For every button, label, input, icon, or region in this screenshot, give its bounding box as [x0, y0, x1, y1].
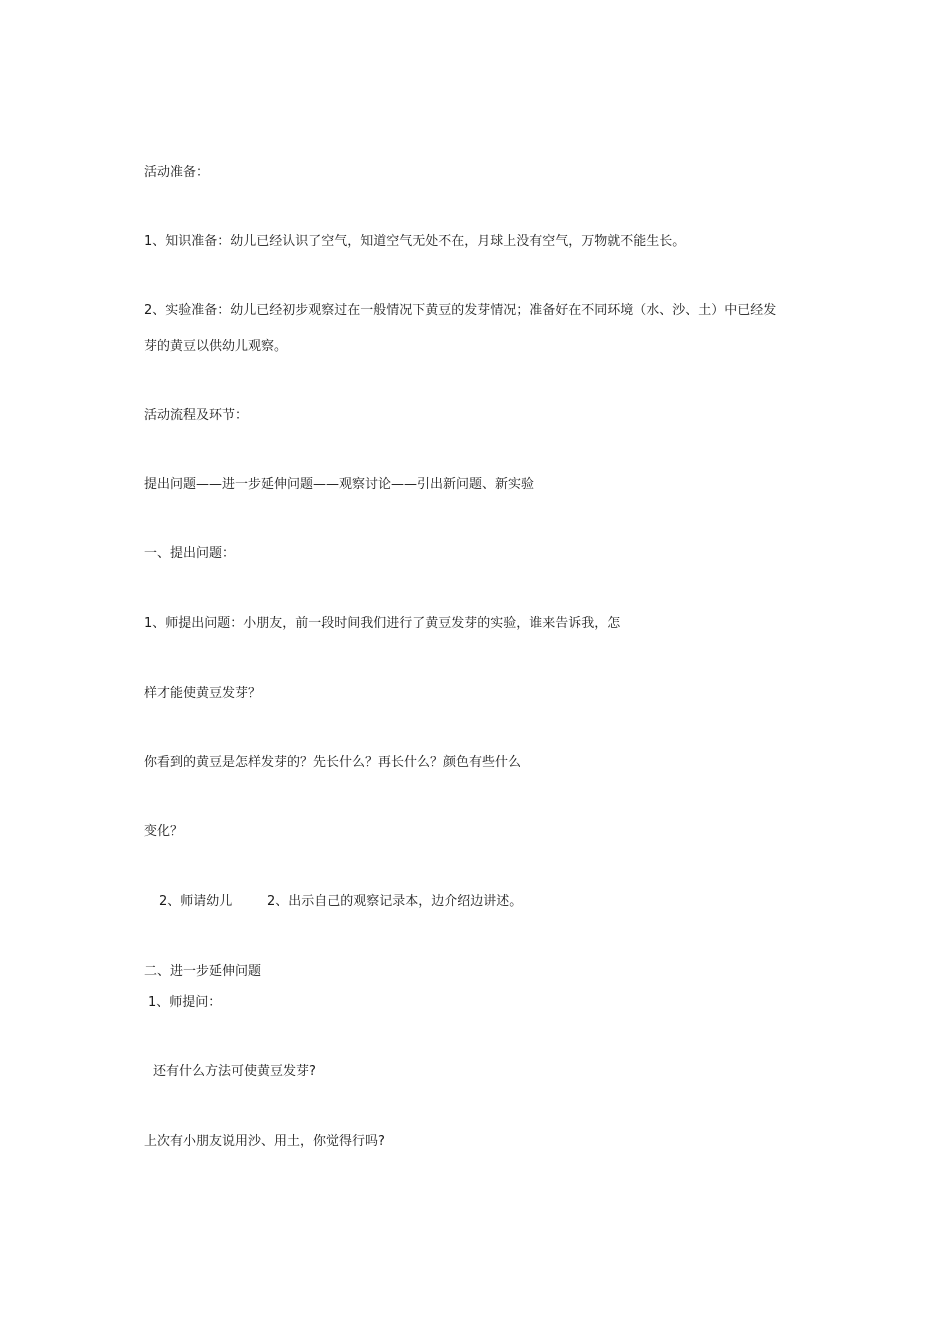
paragraph-other-methods: 还有什么方法可使黄豆发芽? [153, 1064, 316, 1079]
paragraph-teacher-asks: 1、师提问： [148, 995, 222, 1010]
paragraph-observation-question-cont: 变化？ [144, 824, 184, 839]
section-heading-raise-question: 一、提出问题： [144, 546, 236, 561]
section-heading-process: 活动流程及环节： [144, 408, 249, 423]
section-heading-preparation: 活动准备： [144, 165, 210, 180]
paragraph-sand-soil-question: 上次有小朋友说用沙、用土，你觉得行吗? [144, 1134, 385, 1149]
section-heading-extend-question: 二、进一步延伸问题 [144, 964, 262, 979]
paragraph-teacher-invite: 2、师请幼儿 [159, 894, 233, 909]
paragraph-observation-question: 你看到的黄豆是怎样发芽的？先长什么？再长什么？颜色有些什么 [144, 755, 522, 770]
paragraph-teacher-question-cont: 样才能使黄豆发芽？ [144, 686, 262, 701]
paragraph-teacher-question: 1、师提出问题：小朋友，前一段时间我们进行了黄豆发芽的实验，谁来告诉我，怎 [144, 616, 621, 631]
paragraph-process-flow: 提出问题——进一步延伸问题——观察讨论——引出新问题、新实验 [144, 477, 535, 492]
paragraph-experiment-preparation: 2、实验准备：幼儿已经初步观察过在一般情况下黄豆的发芽情况；准备好在不同环境（水、沙、土）中已经发 [144, 303, 777, 318]
paragraph-show-record: 2、出示自己的观察记录本，边介绍边讲述。 [267, 894, 523, 909]
paragraph-experiment-preparation-cont: 芽的黄豆以供幼儿观察。 [144, 339, 288, 354]
paragraph-knowledge-preparation: 1、知识准备：幼儿已经认识了空气，知道空气无处不在，月球上没有空气，万物就不能生长。 [144, 234, 686, 249]
